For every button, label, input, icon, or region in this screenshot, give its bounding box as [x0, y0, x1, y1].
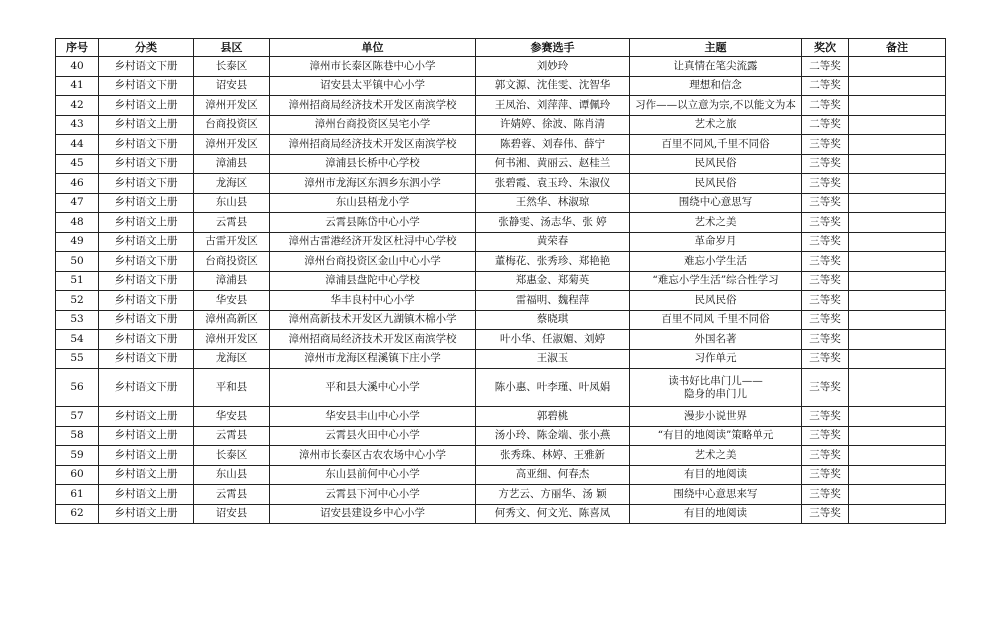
cell-county: 云霄县 [194, 485, 270, 505]
cell-theme [630, 76, 802, 96]
cell-players: 张秀珠、林婷、王雅新 [476, 446, 630, 466]
cell-theme [630, 426, 802, 446]
cell-no: 46 [56, 174, 99, 194]
table-row [56, 154, 946, 174]
cell-award: 三等奖 [802, 446, 849, 466]
cell-county: 台商投资区 [194, 252, 270, 272]
cell-unit: 漳浦县长桥中心学校 [270, 154, 476, 174]
cell-note [849, 232, 946, 252]
cell-award: 三等奖 [802, 174, 849, 194]
cell-note [849, 115, 946, 135]
header-county: 县区 [194, 39, 270, 57]
cell-players: 张碧霞、袁玉玲、朱淑仪 [476, 174, 630, 194]
cell-award: 三等奖 [802, 193, 849, 213]
cell-players: 刘妙玲 [476, 57, 630, 77]
cell-unit: 华安县丰山中心小学 [270, 407, 476, 427]
cell-theme [630, 310, 802, 330]
cell-unit: 漳州市长泰区陈巷中心小学 [270, 57, 476, 77]
cell-players: 叶小华、任淑媚、刘婷 [476, 330, 630, 350]
cell-unit: 漳州古雷港经济开发区杜浔中心学校 [270, 232, 476, 252]
header-theme: 主题 [630, 39, 802, 57]
cell-players: 高亚细、何春杰 [476, 465, 630, 485]
cell-award: 三等奖 [802, 291, 849, 311]
cell-no: 47 [56, 193, 99, 213]
cell-county: 云霄县 [194, 213, 270, 233]
cell-theme [630, 446, 802, 466]
theme-line: 围绕中心意思来写 [673, 487, 758, 500]
cell-theme [630, 154, 802, 174]
table-row [56, 232, 946, 252]
table-row [56, 57, 946, 77]
cell-theme [630, 115, 802, 135]
cell-note [849, 310, 946, 330]
cell-note [849, 154, 946, 174]
cell-award: 三等奖 [802, 310, 849, 330]
cell-note [849, 76, 946, 96]
cell-unit: 漳州市龙海区程溪镇下庄小学 [270, 349, 476, 369]
theme-line: “有目的地阅读”策略单元 [657, 429, 774, 442]
cell-unit: 漳州招商局经济技术开发区南滨学校 [270, 135, 476, 155]
cell-award: 三等奖 [802, 330, 849, 350]
cell-unit: 漳州招商局经济技术开发区南滨学校 [270, 330, 476, 350]
cell-theme [630, 135, 802, 155]
theme-line: 民风民俗 [694, 293, 737, 306]
cell-theme [630, 330, 802, 350]
cell-theme [630, 465, 802, 485]
cell-county: 漳州开发区 [194, 330, 270, 350]
cell-unit: 漳州市长泰区古农农场中心小学 [270, 446, 476, 466]
header-no: 序号 [56, 39, 99, 57]
cell-award: 三等奖 [802, 232, 849, 252]
header-note: 备注 [849, 39, 946, 57]
cell-county: 诏安县 [194, 504, 270, 524]
cell-county: 长泰区 [194, 446, 270, 466]
cell-county: 平和县 [194, 369, 270, 407]
cell-players: 王然华、林淑琼 [476, 193, 630, 213]
table-body [56, 57, 946, 524]
cell-no: 48 [56, 213, 99, 233]
theme-line: 民风民俗 [694, 157, 737, 170]
table-row [56, 369, 946, 407]
cell-county: 漳州开发区 [194, 96, 270, 116]
cell-players: 何书湘、黄丽云、赵桂兰 [476, 154, 630, 174]
theme-line: “难忘小学生活”综合性学习 [652, 274, 779, 287]
cell-theme [630, 57, 802, 77]
table-row [56, 504, 946, 524]
cell-unit: 漳州市龙海区东泗乡东泗小学 [270, 174, 476, 194]
cell-players: 张静雯、汤志华、张 婷 [476, 213, 630, 233]
theme-line: 艺术之旅 [694, 118, 737, 131]
cell-category: 乡村语文下册 [99, 330, 194, 350]
cell-no: 62 [56, 504, 99, 524]
cell-unit: 漳州招商局经济技术开发区南滨学校 [270, 96, 476, 116]
cell-note [849, 193, 946, 213]
cell-no: 40 [56, 57, 99, 77]
cell-award: 二等奖 [802, 76, 849, 96]
cell-note [849, 96, 946, 116]
cell-category: 乡村语文下册 [99, 135, 194, 155]
cell-note [849, 465, 946, 485]
cell-unit: 漳州台商投资区金山中心小学 [270, 252, 476, 272]
cell-category: 乡村语文下册 [99, 57, 194, 77]
cell-category: 乡村语文下册 [99, 76, 194, 96]
cell-unit: 东山县梧龙小学 [270, 193, 476, 213]
table-row [56, 310, 946, 330]
cell-theme [630, 271, 802, 291]
table-row [56, 426, 946, 446]
cell-unit: 漳州台商投资区吴宅小学 [270, 115, 476, 135]
cell-theme [630, 504, 802, 524]
cell-category: 乡村语文下册 [99, 310, 194, 330]
cell-note [849, 213, 946, 233]
cell-county: 东山县 [194, 465, 270, 485]
cell-county: 漳浦县 [194, 154, 270, 174]
theme-line: 艺术之美 [694, 215, 737, 228]
cell-note [849, 369, 946, 407]
cell-unit: 华丰良村中心小学 [270, 291, 476, 311]
cell-category: 乡村语文下册 [99, 291, 194, 311]
theme-line: 隐身的串门儿 [684, 387, 747, 400]
cell-unit: 云霄县下河中心小学 [270, 485, 476, 505]
theme-line: 难忘小学生活 [684, 254, 747, 267]
cell-category: 乡村语文上册 [99, 426, 194, 446]
cell-county: 龙海区 [194, 349, 270, 369]
cell-award: 三等奖 [802, 213, 849, 233]
table-row [56, 330, 946, 350]
table-header-row [56, 39, 946, 57]
table-row [56, 213, 946, 233]
table-row [56, 349, 946, 369]
cell-county: 诏安县 [194, 76, 270, 96]
theme-line: 民风民俗 [694, 176, 737, 189]
cell-no: 57 [56, 407, 99, 427]
cell-no: 42 [56, 96, 99, 116]
cell-category: 乡村语文下册 [99, 271, 194, 291]
cell-no: 60 [56, 465, 99, 485]
cell-theme [630, 96, 802, 116]
cell-no: 52 [56, 291, 99, 311]
cell-unit: 东山县前何中心小学 [270, 465, 476, 485]
theme-line: 革命岁月 [694, 235, 737, 248]
cell-award: 三等奖 [802, 485, 849, 505]
cell-note [849, 426, 946, 446]
cell-no: 41 [56, 76, 99, 96]
cell-category: 乡村语文下册 [99, 369, 194, 407]
cell-unit: 诏安县建设乡中心小学 [270, 504, 476, 524]
cell-award: 三等奖 [802, 504, 849, 524]
cell-players: 汤小玲、陈金端、张小燕 [476, 426, 630, 446]
cell-theme [630, 291, 802, 311]
theme-line: 外国名著 [694, 332, 737, 345]
cell-category: 乡村语文下册 [99, 154, 194, 174]
cell-theme [630, 174, 802, 194]
theme-line: 有目的地阅读 [684, 468, 747, 481]
cell-unit: 云霄县陈岱中心小学 [270, 213, 476, 233]
cell-award: 三等奖 [802, 135, 849, 155]
theme-line: 百里不同风 千里不同俗 [661, 313, 770, 326]
cell-note [849, 135, 946, 155]
cell-no: 51 [56, 271, 99, 291]
cell-no: 54 [56, 330, 99, 350]
header-players: 参赛选手 [476, 39, 630, 57]
cell-award: 三等奖 [802, 271, 849, 291]
awards-table [55, 38, 946, 524]
cell-theme [630, 407, 802, 427]
theme-line: 理想和信念 [689, 79, 742, 92]
header-award: 奖次 [802, 39, 849, 57]
cell-award: 二等奖 [802, 57, 849, 77]
cell-county: 台商投资区 [194, 115, 270, 135]
cell-note [849, 330, 946, 350]
cell-players: 董梅花、张秀珍、郑艳艳 [476, 252, 630, 272]
cell-no: 56 [56, 369, 99, 407]
cell-no: 44 [56, 135, 99, 155]
cell-unit: 平和县大溪中心小学 [270, 369, 476, 407]
cell-award: 三等奖 [802, 426, 849, 446]
table-row [56, 465, 946, 485]
header-unit: 单位 [270, 39, 476, 57]
cell-category: 乡村语文上册 [99, 485, 194, 505]
cell-no: 58 [56, 426, 99, 446]
cell-category: 乡村语文上册 [99, 407, 194, 427]
cell-category: 乡村语文上册 [99, 96, 194, 116]
cell-category: 乡村语文下册 [99, 252, 194, 272]
cell-players: 陈碧蓉、刘春伟、薛宁 [476, 135, 630, 155]
cell-award: 三等奖 [802, 154, 849, 174]
cell-category: 乡村语文上册 [99, 465, 194, 485]
cell-award: 三等奖 [802, 465, 849, 485]
theme-line: 读书好比串门儿—— [668, 374, 763, 387]
table-row [56, 115, 946, 135]
cell-theme [630, 485, 802, 505]
cell-players: 方艺云、方丽华、汤 颖 [476, 485, 630, 505]
cell-award: 二等奖 [802, 96, 849, 116]
cell-players: 王淑玉 [476, 349, 630, 369]
theme-line: 艺术之美 [694, 448, 737, 461]
cell-no: 61 [56, 485, 99, 505]
results-sheet [55, 38, 945, 524]
theme-line: 习作单元 [694, 352, 737, 365]
cell-note [849, 291, 946, 311]
cell-note [849, 252, 946, 272]
cell-category: 乡村语文上册 [99, 446, 194, 466]
cell-county: 古雷开发区 [194, 232, 270, 252]
cell-unit: 云霄县火田中心小学 [270, 426, 476, 446]
cell-theme [630, 193, 802, 213]
header-category: 分类 [99, 39, 194, 57]
cell-note [849, 407, 946, 427]
cell-theme [630, 232, 802, 252]
cell-players: 王凤治、刘萍萍、谭佩玲 [476, 96, 630, 116]
cell-award: 三等奖 [802, 349, 849, 369]
cell-note [849, 271, 946, 291]
cell-county: 漳浦县 [194, 271, 270, 291]
cell-players: 何秀文、何文光、陈喜凤 [476, 504, 630, 524]
cell-unit: 诏安县太平镇中心小学 [270, 76, 476, 96]
cell-category: 乡村语文下册 [99, 174, 194, 194]
cell-county: 龙海区 [194, 174, 270, 194]
table-row [56, 76, 946, 96]
cell-no: 43 [56, 115, 99, 135]
cell-award: 三等奖 [802, 369, 849, 407]
theme-line: 围绕中心意思写 [678, 196, 753, 209]
cell-note [849, 446, 946, 466]
cell-note [849, 349, 946, 369]
cell-note [849, 504, 946, 524]
cell-unit: 漳州高新技术开发区九湖镇木棉小学 [270, 310, 476, 330]
cell-category: 乡村语文上册 [99, 232, 194, 252]
cell-theme [630, 349, 802, 369]
cell-players: 郭碧桃 [476, 407, 630, 427]
cell-players: 雷福明、魏程萍 [476, 291, 630, 311]
cell-award: 三等奖 [802, 252, 849, 272]
table-row [56, 407, 946, 427]
cell-county: 东山县 [194, 193, 270, 213]
cell-county: 漳州高新区 [194, 310, 270, 330]
cell-theme [630, 213, 802, 233]
cell-no: 55 [56, 349, 99, 369]
cell-county: 华安县 [194, 407, 270, 427]
table-row [56, 174, 946, 194]
theme-line: 漫步小说世界 [684, 409, 747, 422]
cell-category: 乡村语文上册 [99, 115, 194, 135]
cell-note [849, 174, 946, 194]
table-row [56, 96, 946, 116]
cell-players: 陈小惠、叶李瑾、叶凤娟 [476, 369, 630, 407]
cell-no: 45 [56, 154, 99, 174]
table-row [56, 271, 946, 291]
cell-no: 50 [56, 252, 99, 272]
table-row [56, 252, 946, 272]
cell-county: 长泰区 [194, 57, 270, 77]
cell-no: 49 [56, 232, 99, 252]
table-row [56, 291, 946, 311]
theme-line: 习作——以立意为宗,不以能文为本 [635, 98, 796, 111]
table-row [56, 446, 946, 466]
cell-award: 二等奖 [802, 115, 849, 135]
cell-county: 漳州开发区 [194, 135, 270, 155]
cell-county: 云霄县 [194, 426, 270, 446]
cell-unit: 漳浦县盘陀中心学校 [270, 271, 476, 291]
cell-no: 59 [56, 446, 99, 466]
cell-category: 乡村语文上册 [99, 504, 194, 524]
cell-category: 乡村语文上册 [99, 193, 194, 213]
theme-line: 百里不同风,千里不同俗 [661, 137, 770, 150]
cell-players: 许婧婷、徐波、陈肖清 [476, 115, 630, 135]
cell-note [849, 57, 946, 77]
theme-line: 有目的地阅读 [684, 507, 747, 520]
cell-county: 华安县 [194, 291, 270, 311]
table-row [56, 135, 946, 155]
cell-category: 乡村语文下册 [99, 349, 194, 369]
cell-players: 郑惠金、郑菊英 [476, 271, 630, 291]
table-row [56, 485, 946, 505]
cell-players: 郭文源、沈佳雯、沈智华 [476, 76, 630, 96]
table-row [56, 193, 946, 213]
cell-award: 三等奖 [802, 407, 849, 427]
cell-category: 乡村语文上册 [99, 213, 194, 233]
cell-theme [630, 369, 802, 407]
cell-players: 黄荣春 [476, 232, 630, 252]
cell-theme [630, 252, 802, 272]
cell-no: 53 [56, 310, 99, 330]
cell-players: 蔡晓琪 [476, 310, 630, 330]
theme-line: 让真情在笔尖流露 [673, 59, 758, 72]
cell-note [849, 485, 946, 505]
